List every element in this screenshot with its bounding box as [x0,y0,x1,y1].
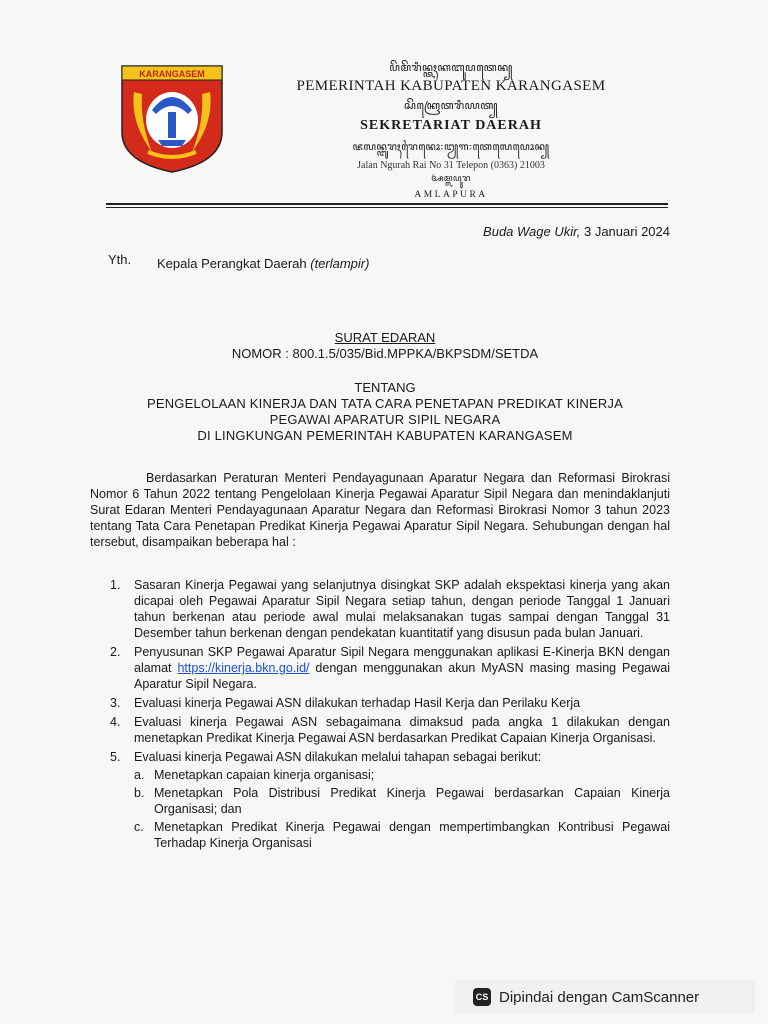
salutation: Yth. [108,252,132,267]
circular-tentang: TENTANG [354,380,416,395]
list-item [110,644,670,692]
list-text-after-link: dengan menggunakan akun MyASN masing masing Pegawai Aparatur Sipil Negara. [134,661,671,691]
intro-paragraph: Berdasarkan Peraturan Menteri Pendayagunaan Aparatur Negara dan Reformasi Birokrasi Nomor 6 Tahun 2022 tentang Pengelolaan Kinerja Pegawai Aparatur Sipil Negara dan menindaklanjuti Surat Edaran Menteri Pendayagunaan Aparatur Negara dan Reformasi Birokrasi Nomor 3 tahun 2023 tentang Tata Cara Penetapan Predikat Kinerja Pegawai Aparatur Sipil Negara. Sehubungan dengan hal tersebut, disampaikan beberapa hal : [90,471,670,549]
list-number: 1. [110,578,121,592]
camscanner-watermark [455,980,755,1014]
circular-subject [90,396,680,444]
list-number: 4. [110,715,121,729]
list-number: 5. [110,750,121,764]
subject-line-2: PEGAWAI APARATUR SIPIL NEGARA [269,412,501,427]
list-text: Evaluasi kinerja Pegawai ASN dilakukan melalui tahapan sebagai berikut: [134,750,542,764]
date-line [483,224,670,239]
subject-line-3: DI LINGKUNGAN PEMERINTAH KABUPATEN KARANGASEM [197,428,573,443]
list-text: Evaluasi kinerja Pegawai ASN dilakukan terhadap Hasil Kerja dan Perilaku Kerja [134,696,581,710]
sub-text: Menetapkan Pola Distribusi Predikat Kinerja Pegawai berdasarkan Capaian Kinerja Organisasi; dan [154,786,670,816]
letterhead-script-line-4: ꦄꦩ꧀ꦭꦥꦸꦫ [431,174,471,184]
camscanner-icon: CS [473,988,491,1006]
addressee-note: (terlampir) [310,256,370,271]
circular-number: NOMOR : 800.1.5/035/Bid.MPPKA/BKPSDM/SETDA [231,346,539,361]
letterhead-address: Jalan Ngurah Rai No 31 Telepon (0363) 21003 [357,160,545,171]
letterhead-script-line-2: ꦱꦼꦏꦿꦺꦠꦫꦶꦪꦠ꧀ [403,99,499,112]
secretariat-name: SEKRETARIAT DAERAH [360,118,542,133]
list-number: 3. [110,696,121,710]
government-name: PEMERINTAH KABUPATEN KARANGASEM [296,78,606,94]
sub-text: Menetapkan capaian kinerja organisasi; [154,768,375,782]
sub-text: Menetapkan Predikat Kinerja Pegawai dengan mempertimbangkan Kontribusi Pegawai Terhadap Kinerja Organisasi [154,820,670,850]
sub-list [134,767,670,851]
list-item [110,577,670,641]
list-text: Evaluasi kinerja Pegawai ASN sebagaimana dimaksud pada angka 1 dilakukan dengan menetapkan Predikat Kinerja Pegawai ASN berdasarkan Predikat Capaian Kinerja Organisasi. [134,715,670,745]
sub-letter: b. [134,786,145,800]
letterhead-rule-thin [106,207,668,208]
sub-letter: c. [134,820,144,834]
sub-list-item [134,767,670,783]
sub-list-item [134,819,670,851]
list-item [110,695,670,711]
date-value: 3 Januari 2024 [583,224,670,239]
list-text-before-link: Penyusunan SKP Pegawai Aparatur Sipil Negara menggunakan aplikasi E-Kinerja BKN dengan alamat [134,645,670,675]
camscanner-text: Dipindai dengan CamScanner [499,988,700,1006]
subject-line-1: PENGELOLAAN KINERJA DAN TATA CARA PENETAPAN PREDIKAT KINERJA [146,396,624,411]
svg-text:KARANGASEM: KARANGASEM [139,69,205,79]
ekinerja-link[interactable]: https://kinerja.bkn.go.id/ [177,661,310,675]
sub-list-item [134,785,670,817]
karangasem-logo [118,62,226,174]
letterhead-script-line-1: ꦥꦼꦩꦼꦫꦶꦤ꧀ꦠꦃꦏꦧꦸꦥꦠꦺꦤ꧀ [389,61,513,74]
list-text: Sasaran Kinerja Pegawai yang selanjutnya disingkat SKP adalah ekspektasi kinerja yang akan dicapai oleh Pegawai Aparatur Sipil Negara setiap tahun, dengan periode Tanggal 1 Januari tahun berkenan atau periode awal mulai melaksanakan tugas sampai dengan Tanggal 31 Desember tahun berkenan dengan pendekatan kuantitatif yang disusun pada bulan Januari. [134,578,670,640]
list-item [110,749,670,851]
letterhead-script-line-3: ꦗꦭꦤ꧀ꦔꦸꦫꦃꦫꦻꦤꦺꦴ꧇꧓꧑꧇ꦠꦺꦭꦺꦥꦺꦴꦤ꧀ [352,141,550,153]
circular-title: SURAT EDARAN [334,330,436,345]
letterhead-city: AMLAPURA [414,190,488,200]
date-place: Buda Wage Ukir, [483,224,581,239]
list-item [110,714,670,746]
addressee-name: Kepala Perangkat Daerah [157,256,307,271]
list-number: 2. [110,645,121,659]
letterhead-rule-thick [106,203,668,205]
numbered-list [110,577,670,854]
sub-letter: a. [134,768,145,782]
addressee [157,256,369,271]
